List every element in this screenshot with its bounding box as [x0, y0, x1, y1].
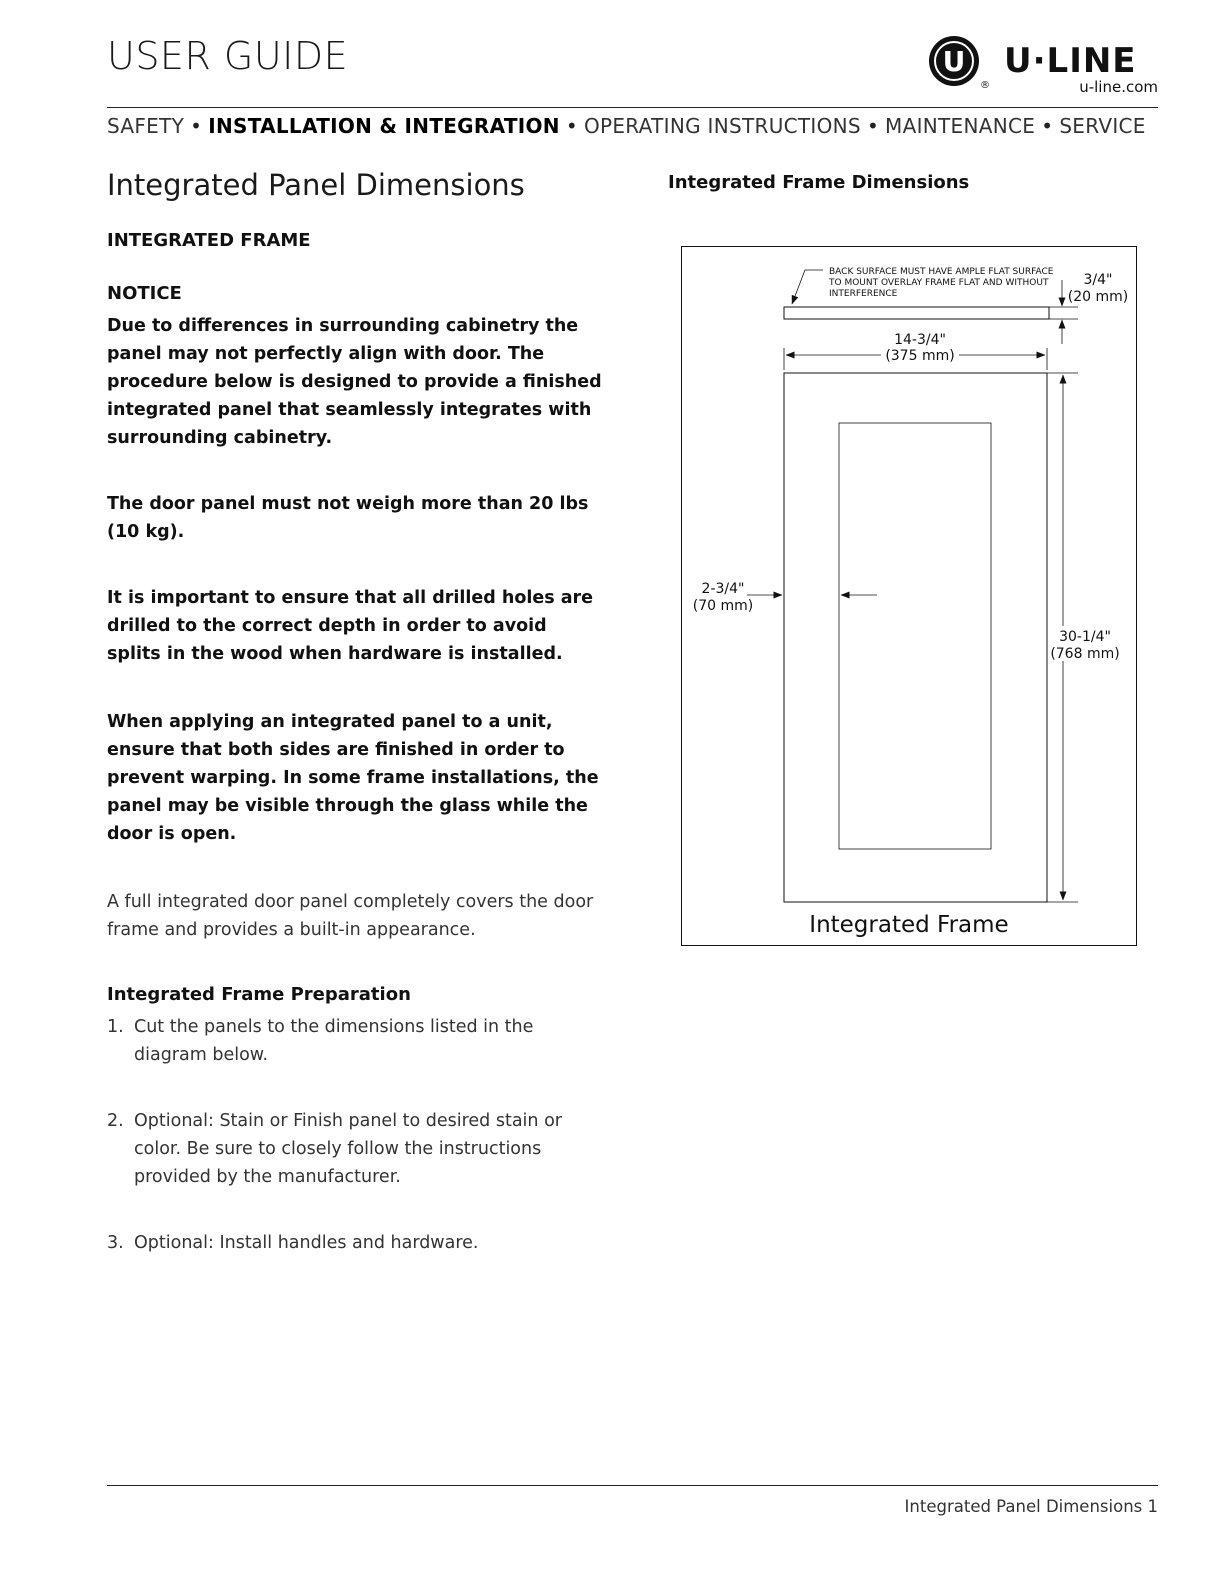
note-line: INTERFERENCE	[829, 289, 898, 299]
border-label-in: 2-3/4"	[701, 581, 745, 597]
nav-item-maintenance: MAINTENANCE	[885, 114, 1036, 138]
left-column	[107, 168, 602, 1257]
header-rule	[107, 107, 1158, 108]
height-label-mm: (768 mm)	[1050, 646, 1120, 662]
width-label-in: 14-3/4"	[894, 332, 946, 348]
logo-mark: U	[942, 45, 966, 78]
nav-item-installation: INSTALLATION & INTEGRATION	[208, 114, 560, 138]
page-heading: Integrated Panel Dimensions	[107, 168, 525, 202]
logo-wordmark: U·LINE	[1004, 41, 1137, 81]
list-item: 1. Cut the panels to the dimensions listed in the diagram below.	[107, 1017, 534, 1065]
thickness-label-in: 3/4"	[1083, 272, 1113, 288]
guide-title: USER GUIDE	[107, 34, 349, 78]
nav-separator: •	[565, 114, 578, 138]
section-subheading: INTEGRATED FRAME	[107, 230, 311, 251]
nav-item-service: SERVICE	[1059, 114, 1146, 138]
footer-rule	[107, 1485, 1158, 1486]
nav-separator: •	[866, 114, 880, 138]
footer-page-label: Integrated Panel Dimensions 1	[904, 1497, 1158, 1516]
notice-paragraph: The door panel must not weigh more than 20 lbs (10 kg).	[107, 494, 589, 542]
notice-paragraph: It is important to ensure that all drilled holes are drilled to the correct depth in order to avoid splits in the wood when hardware is installed.	[107, 588, 594, 664]
registered-mark: ®	[980, 80, 990, 91]
prep-heading: Integrated Frame Preparation	[107, 984, 411, 1005]
diagram-caption: Integrated Frame	[809, 912, 1009, 938]
border-label-mm: (70 mm)	[692, 598, 754, 614]
height-label-in: 30-1/4"	[1059, 629, 1111, 645]
nav-separator: •	[190, 114, 203, 138]
prep-steps	[107, 1013, 602, 1257]
list-item: 2. Optional: Stain or Finish panel to desired stain or color. Be sure to closely follow the instructions provided by the manufacturer.	[107, 1111, 562, 1187]
logo-url: u-line.com	[1079, 78, 1158, 96]
thickness-label-mm: (20 mm)	[1067, 289, 1129, 305]
section-nav	[107, 114, 1146, 138]
nav-item-safety: SAFETY	[107, 114, 185, 138]
integrated-frame-diagram	[681, 246, 1137, 946]
note-line: TO MOUNT OVERLAY FRAME FLAT AND WITHOUT	[829, 278, 1049, 288]
notice-label: NOTICE	[107, 283, 182, 304]
nav-item-operating: OPERATING INSTRUCTIONS	[583, 114, 861, 138]
list-item: 3. Optional: Install handles and hardware.	[107, 1233, 479, 1253]
notice-paragraph: Due to differences in surrounding cabinetry the panel may not perfectly align with door. The procedure below is designed to provide a finished integrated panel that seamlessly integrates with surrounding cabinetry.	[107, 316, 602, 448]
note-line: BACK SURFACE MUST HAVE AMPLE FLAT SURFACE	[829, 267, 1054, 277]
intro-paragraph: A full integrated door panel completely covers the door frame and provides a built-in appearance.	[107, 892, 594, 940]
width-label-mm: (375 mm)	[885, 348, 955, 364]
diagram-title: Integrated Frame Dimensions	[668, 172, 970, 193]
notice-paragraph: When applying an integrated panel to a unit, ensure that both sides are finished in order to prevent warping. In some frame installations, the panel may be visible through the glass while the door is open.	[107, 712, 599, 844]
nav-separator: •	[1041, 114, 1054, 138]
